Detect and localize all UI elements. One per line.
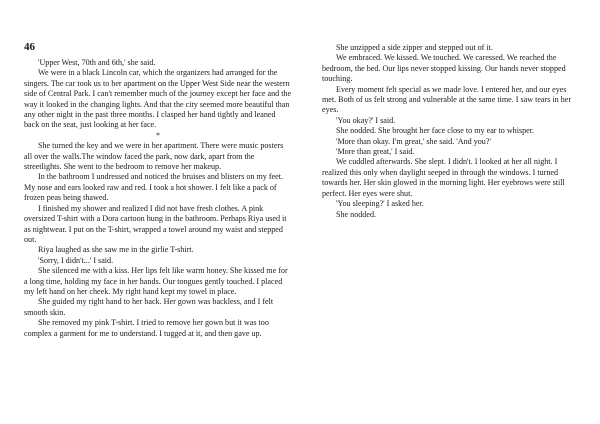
paragraph: We cuddled afterwards. She slept. I didn't. I looked at her all night. I realized this only when daylight seeped in through the windows. I turned towards her. Her skin glowed in the morning light. Her eyebrows were still perfect. Her eyes were shut.	[322, 157, 565, 198]
paragraph: 'You sleeping?' I asked her.	[336, 199, 424, 209]
paragraph: She nodded. She brought her face close to my ear to whisper.	[336, 126, 535, 136]
paragraph: I finished my shower and realized I did not have fresh clothes. A pink oversized T-shirt with a Dora cartoon hung in the bathroom. Perhaps Riya used it as nightwear. I put on the T-shirt, wrapped a towel around my waist and stepped out.	[24, 203, 287, 244]
section-separator: *	[155, 130, 161, 140]
paragraph: 'Sorry, I didn't...' I said.	[38, 255, 114, 265]
paragraph: She turned the key and we were in her apartment. There were music posters all over the walls.The window faced the park, now dark, apart from the streetlights. She went to the bedroom to remove her makeup.	[24, 141, 284, 172]
paragraph: She removed my pink T-shirt. I tried to remove her gown but it was too complex a garment for me to understand. I tugged at it, and then gave up.	[24, 318, 269, 338]
paragraph: She nodded.	[336, 209, 377, 219]
paragraph: Riya laughed as she saw me in the girlie T-shirt.	[38, 245, 194, 255]
paragraph: We embraced. We kissed. We touched. We caressed. We reached the bedroom, the bed. Our lips never stopped kissing. Our hands never stopped touching.	[322, 53, 566, 84]
paragraph: She guided my right hand to her back. Her gown was backless, and I felt smooth skin.	[24, 297, 274, 317]
paragraph: 'More than great,' I said.	[336, 147, 415, 157]
paragraph: 'More than okay. I'm great,' she said. 'And you?'	[336, 136, 491, 146]
paragraph: She unzipped a side zipper and stepped out of it.	[336, 43, 493, 52]
paragraph: In the bathroom I undressed and noticed the bruises and blisters on my feet. My nose and ears looked raw and red. I took a hot shower. I felt like a pack of frozen peas being thawed.	[24, 172, 283, 203]
right-text-column	[322, 43, 578, 220]
page-number: 46	[24, 41, 35, 53]
paragraph: She silenced me with a kiss. Her lips felt like warm honey. She kissed me for a long time, holding my face in her hands. Our tongues gently touched. I placed my left hand on her cheek. My right hand kept my towel in place.	[24, 266, 288, 296]
paragraph: 'Upper West, 70th and 6th,' she said.	[38, 58, 156, 67]
paragraph: Every moment felt special as we made love. I entered her, and our eyes met. Both of us felt strong and vulnerable at the same time. I saw tears in her eyes.	[322, 84, 572, 115]
paragraph: 'You okay?' I said.	[336, 115, 396, 125]
paragraph: We were in a black Lincoln car, which the organizers had arranged for the singers. The car took us to her apartment on the Upper West Side near the western side of Central Park. I can't remember much of the journey except her face and the way it looked in the changing lights. And that the city seemed more beautiful than any other night in the past three months. I clasped her hand tightly and leaned back on the seat, just looking at her face.	[24, 68, 292, 130]
left-text-column	[24, 58, 292, 339]
